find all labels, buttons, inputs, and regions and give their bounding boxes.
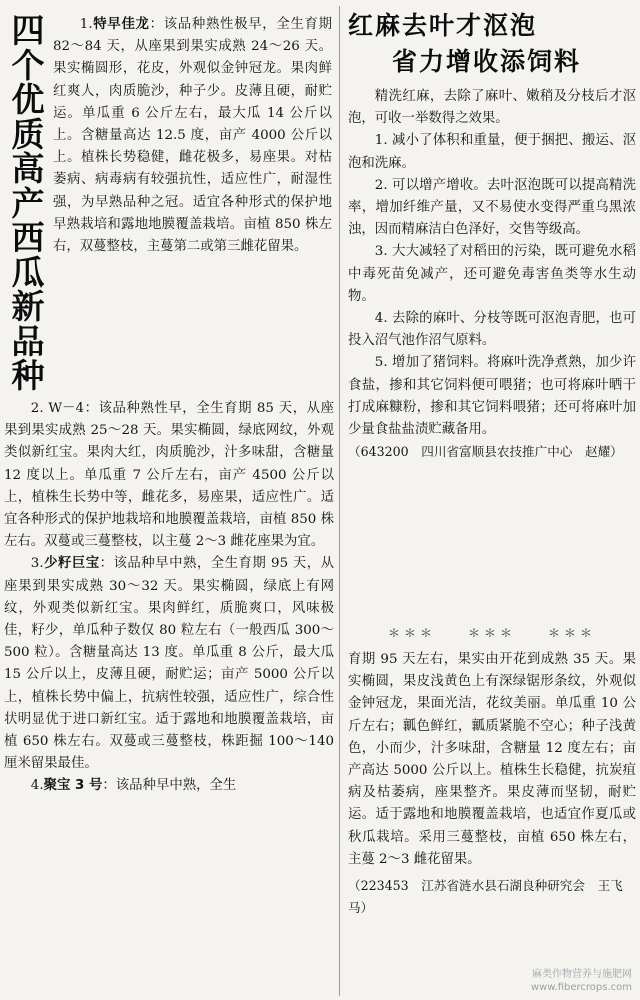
item-number: 4.: [30, 778, 44, 794]
site-watermark: [531, 968, 632, 994]
watermark-line-2: www.fibercrops.com: [530, 982, 632, 993]
title-char: 质: [11, 114, 45, 154]
title-char: 优: [11, 80, 45, 119]
kenaf-point: 2. 可以增产增收。去叶沤泡既可以提高精洗率，增加纤维产量，又不易使水变得严重乌黑浓浊，因而精麻洁白色泽好，交售等级高。: [348, 177, 636, 238]
column-divider: [339, 6, 340, 996]
watermark-line-1: 麻类作物营养与施肥网: [532, 969, 632, 980]
kenaf-point: 1. 减小了体积和重量，便于捆把、搬运、沤泡和洗麻。: [348, 133, 636, 171]
title-char: 产: [11, 183, 45, 223]
variety-4-paragraph: [4, 775, 334, 797]
item-number: 3.: [30, 556, 44, 572]
item-number: 1.: [79, 17, 93, 32]
continued-body: [348, 649, 636, 871]
title-char: 高: [11, 149, 45, 188]
variety-1-tail: [4, 398, 334, 553]
variety-4-text: ：该品种早中熟，全生: [102, 778, 237, 794]
title-char: 种: [11, 356, 45, 395]
article-kenaf: [348, 8, 636, 608]
title-char: 四: [11, 11, 45, 50]
variety-1-text: ：该品种熟性极早，全生育期 82～84 天，从座果到果实成熟 24～26 天。果实椭圆形，花皮，外观似金钟冠龙。果肉鲜红爽人，肉质脆沙，种子少。皮薄且硬，耐贮运。单瓜重 6 公斤左右，最大瓜 14 公斤以上。含糖量高达 12.5 度，亩产 4000 公斤以上。植株长势稳健，雌花极多，易座果。对枯萎病、病毒病有较强抗性，适应性广，耐湿性强，为早熟品种之冠。适宜各种形式的保护地早熟栽培和露地地膜覆盖栽培。亩植 850 株左右，双蔓整枝，主蔓第二或第三雌花留果。: [53, 17, 332, 255]
kenaf-body: [348, 86, 636, 441]
kenaf-intro: 精洗红麻，去除了麻叶、嫩稍及分枝后才沤泡，可收一举数得之效果。: [348, 89, 636, 127]
title-char: 西: [11, 218, 45, 257]
variety-2-text: 2. W－4：该品种熟性早，全生育期 85 天，从座果到果实成熟 25～28 天。果实椭圆，绿底网纹，外观类似新红宝。果肉大红，肉质脆沙，汁多味甜，含糖量 12 度以上。单瓜重 7 公斤左右，亩产 4500 公斤以上，植株生长势中等，雌花多，易座果，适应性广。适宜各种形式的保护地栽培和地膜覆盖栽培，亩植 850 株左右。双蔓或三蔓整枝，以主蔓 2～3 雌花座果为宜。: [4, 401, 334, 550]
headline-line-1: 红麻去叶才沤泡: [348, 11, 538, 40]
article-watermelon-part1: [53, 14, 332, 394]
variety-3-text: ：该品种早中熟，全生育期 95 天，从座果到果实成熟 30～32 天。果实椭圆，绿底上有网纹，外观类似新红宝。果肉鲜红，质脆爽口，风味极佳，籽少，单瓜种子数仅 80 粒左右（一般西瓜 300～500 粒）。含糖量高达 13 度。单瓜重 8 公斤，最大瓜 15 公斤以上，皮薄且硬，耐贮运；亩产 5000 公斤以上，植株长势中偏上，抗病性较强，适应性广，综合性状明显优于进口新红宝。适于露地和地膜覆盖栽培，亩植 650 株左右。双蔓或三蔓整枝，株距掘 100～140 厘米留果最佳。: [4, 556, 334, 772]
variety-1-name: 特早佳龙: [92, 17, 150, 32]
article-watermelon-part2: [4, 398, 334, 996]
kenaf-credit: （643200 四川省富顺县农技推广中心 赵耀）: [348, 444, 623, 460]
title-char: 新: [11, 287, 45, 326]
kenaf-point: 4. 去除的麻叶、分枝等既可沤泡青肥，也可投入沼气池作沼气原料。: [348, 311, 636, 349]
variety-3-paragraph: [4, 553, 334, 775]
kenaf-point: 5. 增加了猪饲料。将麻叶洗净煮熟，加少许食盐，掺和其它饲料便可喂猪；也可将麻叶晒干打成麻糠粉，掺和其它饲料喂猪；还可将麻叶加少量食盐盐渍贮藏备用。: [348, 355, 636, 438]
headline-line-2: 省力增收添饲料: [392, 47, 582, 76]
title-char: 个: [11, 45, 45, 85]
watermelon-credit: （223453 江苏省涟水县石湖良种研究会 王飞马）: [348, 878, 623, 916]
kenaf-point: 3. 大大减轻了对稻田的污染，既可避免水稻中毒死苗免减产，还可避免毒害鱼类等水生动物。: [348, 244, 636, 304]
kenaf-headline: [348, 8, 636, 80]
variety-4-name: 聚宝 3 号: [43, 778, 103, 794]
variety-1-paragraph: [53, 14, 332, 258]
title-char: 品: [11, 321, 45, 361]
vertical-title: [6, 11, 50, 395]
title-char: 瓜: [11, 252, 45, 292]
section-separator: ＊＊＊ ＊＊＊ ＊＊＊: [387, 626, 596, 640]
variety-4-continued: 育期 95 天左右，果实由开花到成熟 35 天。果实椭圆，果皮浅黄色上有深绿锯形条纹，外观似金钟冠龙，果面光洁，花纹美丽。单瓜重 10 公斤左右；瓤色鲜红，瓤质紧脆不空心；种子浅黄色，小而少，汁多味甜，含糖量 12 度左右；亩产高达 5000 公斤以上。植株生长稳健，抗炭疽病及枯萎病，座果整齐。果皮薄而坚韧，耐贮运。适于露地和地膜覆盖栽培，也适宜作夏瓜或秋瓜栽培。采用三蔓整枝，亩植 650 株左右，主蔓 2～3 雌花留果。: [348, 652, 636, 867]
variety-3-name: 少籽巨宝: [43, 556, 100, 572]
article-watermelon-continued: [348, 618, 636, 993]
